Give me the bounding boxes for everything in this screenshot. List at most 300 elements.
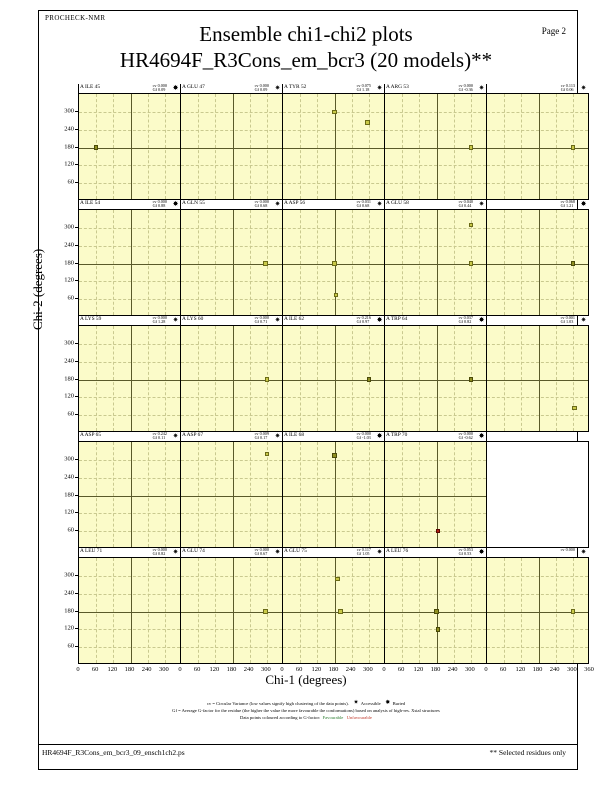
- gf-value: Gf 0.97: [356, 319, 370, 325]
- gridline-horizontal: [79, 415, 180, 416]
- data-point: [335, 577, 340, 582]
- cv-gf-block: [153, 200, 167, 209]
- gf-value: Gf 0.82: [458, 319, 472, 325]
- plot-area: [384, 557, 487, 664]
- data-point: [436, 627, 441, 632]
- data-point: [469, 377, 474, 382]
- plot-cell[interactable]: [384, 84, 487, 200]
- plot-row: [78, 82, 587, 200]
- quadrant-line-vertical: [335, 442, 336, 547]
- plot-row: [78, 546, 587, 664]
- cv-gf-block: [561, 200, 575, 209]
- cv-gf-block: [357, 84, 371, 93]
- page-subtitle: HR4694F_R3Cons_em_bcr3 (20 models)**: [119, 48, 493, 72]
- gf-value: Gf -1.03: [356, 435, 371, 441]
- gridline-horizontal: [385, 415, 486, 416]
- plot-cell[interactable]: [282, 432, 385, 548]
- cv-value: cv 0.001: [560, 314, 575, 320]
- column-separator: [282, 84, 283, 664]
- residue-label: A TYR 52: [284, 84, 307, 90]
- footer-divider: [38, 744, 578, 745]
- data-point: [332, 453, 337, 458]
- column-separator: [486, 84, 487, 664]
- legend-favourable: Favourable: [322, 715, 344, 721]
- y-tick-label: 120: [64, 160, 74, 168]
- accessible-icon: ✷: [172, 316, 179, 324]
- x-tick-label: 60: [295, 666, 303, 673]
- accessible-icon: ✷: [580, 548, 587, 556]
- accessible-icon: ✷: [274, 548, 281, 556]
- residue-label: A LEU 76: [386, 548, 409, 554]
- gridline-horizontal: [79, 299, 180, 300]
- cv-value: cv 0.000: [254, 546, 269, 552]
- accessible-icon: ✷: [274, 84, 281, 92]
- residue-label: A ILE 54: [80, 200, 101, 206]
- gf-value: Gf 0.71: [254, 319, 268, 325]
- gf-value: Gf 1.28: [152, 319, 166, 325]
- plot-area: [384, 441, 487, 548]
- cv-gf-block: [153, 548, 167, 557]
- x-tick-label: 0: [178, 666, 182, 673]
- cv-value: cv 0.242: [152, 430, 167, 436]
- cv-gf-block: [561, 316, 575, 325]
- x-tick-label: 60: [397, 666, 405, 673]
- x-tick-label: 60: [91, 666, 99, 673]
- program-name: PROCHECK-NMR: [45, 14, 106, 22]
- y-tick-label: 300: [64, 223, 74, 231]
- cv-value: cv 0.000: [356, 430, 371, 436]
- y-tick-label: 120: [64, 392, 74, 400]
- plot-area: [78, 325, 181, 432]
- quadrant-line-vertical: [437, 210, 438, 315]
- plot-cell[interactable]: [384, 316, 487, 432]
- plot-area: [486, 209, 589, 316]
- quadrant-line-vertical: [131, 558, 132, 663]
- legend-buried-label: Buried: [392, 701, 406, 706]
- cv-gf-block: [153, 432, 167, 441]
- gf-value: Gf 0.67: [254, 551, 268, 557]
- plot-area: [384, 325, 487, 432]
- legend: [0, 700, 612, 721]
- plot-cell[interactable]: [180, 548, 283, 664]
- residue-label: A LYS 59: [80, 316, 102, 322]
- y-tick-label: 300: [64, 339, 74, 347]
- plot-cell[interactable]: [486, 548, 589, 664]
- buried-icon: ✸: [580, 200, 587, 208]
- plot-area: [486, 441, 589, 548]
- quadrant-line-horizontal: [385, 496, 486, 497]
- plot-cell[interactable]: [282, 316, 385, 432]
- plot-area: [384, 209, 487, 316]
- gf-value: Gf 0.09: [152, 87, 166, 93]
- plot-cell[interactable]: [180, 316, 283, 432]
- y-tick-label: 180: [64, 375, 74, 382]
- buried-icon: ✸: [478, 548, 485, 556]
- cv-gf-block: [357, 316, 371, 325]
- plot-area: [486, 557, 589, 664]
- cv-value: cv 0.117: [356, 546, 371, 552]
- plot-area: [282, 557, 385, 664]
- y-tick-label: 180: [64, 491, 74, 498]
- quadrant-line-horizontal: [79, 496, 180, 497]
- residue-label: A GLU 47: [182, 84, 205, 90]
- x-tick-label: 120: [413, 666, 424, 673]
- gf-value: Gf 0.68: [254, 203, 268, 209]
- data-point: [94, 145, 99, 150]
- plot-area: [282, 93, 385, 200]
- plot-area: [78, 441, 181, 548]
- x-tick-label: 300: [362, 666, 373, 673]
- quadrant-line-horizontal: [79, 264, 180, 265]
- y-tick-label: 300: [64, 455, 74, 463]
- legend-row-3: [0, 714, 612, 721]
- accessible-icon: ✷: [478, 84, 485, 92]
- cv-gf-block: [459, 316, 473, 325]
- gridline-horizontal: [487, 415, 588, 416]
- plot-cell[interactable]: [78, 84, 181, 200]
- residue-label: A ILE 62: [284, 316, 305, 322]
- quadrant-line-vertical: [335, 558, 336, 663]
- y-tick-label: 240: [64, 125, 74, 133]
- quadrant-line-horizontal: [283, 496, 384, 497]
- plot-cell[interactable]: [486, 200, 589, 316]
- quadrant-line-vertical: [233, 94, 234, 199]
- accessible-icon: ✷: [274, 316, 281, 324]
- accessible-icon: ✷: [580, 316, 587, 324]
- plot-area: [282, 325, 385, 432]
- y-tick-label: 180: [64, 607, 74, 614]
- residue-label: A ASP 56: [284, 200, 306, 206]
- plot-cell[interactable]: [282, 84, 385, 200]
- plot-cell[interactable]: [486, 432, 589, 548]
- y-tick-label: 60: [67, 178, 74, 186]
- cv-gf-block: [357, 200, 371, 209]
- cv-gf-block: [357, 548, 371, 557]
- x-tick-label: 0: [280, 666, 284, 673]
- gridline-horizontal: [181, 415, 282, 416]
- gf-value: Gf -0.36: [458, 87, 473, 93]
- cv-gf-block: [255, 84, 269, 93]
- residue-label: A GLN 55: [182, 200, 205, 206]
- gridline-horizontal: [283, 531, 384, 532]
- x-axis-label: Chi-1 (degrees): [265, 672, 347, 687]
- y-axis-ticks: [0, 84, 78, 664]
- y-tick-label: 60: [67, 526, 74, 534]
- gridline-horizontal: [385, 647, 486, 648]
- x-tick-label: 240: [549, 666, 560, 673]
- cv-gf-block: [153, 316, 167, 325]
- gridline-horizontal: [487, 299, 588, 300]
- x-tick-label: 120: [107, 666, 118, 673]
- plot-cell[interactable]: [180, 200, 283, 316]
- x-tick-label: 240: [141, 666, 152, 673]
- plot-area: [180, 325, 283, 432]
- legend-row-2: Gf = Average G-factor for the residue (the higher the value the more favourable the conformations) based on analysis of high-res. Xstal structures: [172, 708, 440, 714]
- x-tick-label: 240: [447, 666, 458, 673]
- x-tick-label: 300: [158, 666, 169, 673]
- cv-gf-block: [561, 84, 575, 93]
- legend-unfavourable: Unfavourable: [346, 715, 372, 721]
- data-point: [367, 377, 372, 382]
- cv-gf-block: [255, 200, 269, 209]
- buried-icon: ✸: [172, 200, 179, 208]
- gridline-horizontal: [283, 647, 384, 648]
- x-tick-label: 120: [209, 666, 220, 673]
- residue-label: A TRP 70: [386, 432, 408, 438]
- cv-gf-block: [459, 432, 473, 441]
- x-tick-label: 180: [328, 666, 339, 673]
- plot-cell[interactable]: [78, 432, 181, 548]
- x-tick-label: 120: [311, 666, 322, 673]
- quadrant-line-horizontal: [79, 612, 180, 613]
- accessible-icon: ✷: [172, 548, 179, 556]
- accessible-icon: ✷: [478, 200, 485, 208]
- cv-value: cv 0.000: [560, 546, 575, 552]
- quadrant-line-vertical: [131, 210, 132, 315]
- quadrant-line-horizontal: [79, 380, 180, 381]
- y-axis-label: Chi-2 (degrees): [30, 248, 45, 330]
- plot-cell[interactable]: [180, 84, 283, 200]
- quadrant-line-vertical: [131, 94, 132, 199]
- cv-value: cv 0.000: [458, 430, 473, 436]
- accessible-icon: ✷: [580, 84, 587, 92]
- x-tick-label: 240: [243, 666, 254, 673]
- gridline-horizontal: [283, 183, 384, 184]
- legend-cv-text: cv = Circular Variance (low values signify high clustering of the data points).: [206, 701, 349, 706]
- data-point: [332, 110, 337, 115]
- y-tick-label: 180: [64, 259, 74, 266]
- quadrant-line-horizontal: [283, 612, 384, 613]
- y-tick-label: 60: [67, 410, 74, 418]
- quadrant-line-vertical: [437, 326, 438, 431]
- cv-value: cv 0.000: [254, 198, 269, 204]
- plot-cell[interactable]: [282, 548, 385, 664]
- buried-icon: ✸: [385, 700, 391, 707]
- x-tick-label: 0: [484, 666, 488, 673]
- y-tick-label: 240: [64, 357, 74, 365]
- quadrant-line-vertical: [335, 326, 336, 431]
- cv-gf-block: [459, 84, 473, 93]
- gf-value: Gf 0.53: [458, 551, 472, 557]
- gf-value: Gf 0.44: [458, 203, 472, 209]
- residue-label: A ARG 53: [386, 84, 409, 90]
- column-separator: [384, 84, 385, 664]
- buried-icon: ✸: [172, 84, 179, 92]
- cv-value: cv 0.113: [560, 82, 575, 88]
- cv-gf-block: [561, 548, 575, 553]
- plot-area: [180, 557, 283, 664]
- gridline-horizontal: [79, 531, 180, 532]
- data-point: [434, 609, 439, 614]
- quadrant-line-vertical: [131, 326, 132, 431]
- page-title: Ensemble chi1-chi2 plots: [199, 22, 413, 46]
- y-tick-label: 300: [64, 107, 74, 115]
- residue-label: A GLU 74: [182, 548, 205, 554]
- plot-cell[interactable]: [384, 200, 487, 316]
- page-number: Page 2: [541, 26, 566, 36]
- data-point: [334, 293, 339, 298]
- accessible-icon: ✷: [172, 432, 179, 440]
- quadrant-line-horizontal: [181, 496, 282, 497]
- quadrant-line-vertical: [233, 558, 234, 663]
- residue-label: A TRP 64: [386, 316, 408, 322]
- residue-label: A GLU 75: [284, 548, 307, 554]
- quadrant-line-vertical: [539, 210, 540, 315]
- data-point: [571, 261, 576, 266]
- cv-value: cv 0.000: [152, 314, 167, 320]
- cv-value: cv 0.000: [152, 546, 167, 552]
- x-tick-label: 180: [532, 666, 543, 673]
- footer-note: ** Selected residues only: [489, 748, 566, 757]
- gridline-horizontal: [181, 183, 282, 184]
- y-tick-label: 120: [64, 276, 74, 284]
- data-point: [572, 406, 577, 411]
- plot-area: [486, 325, 589, 432]
- gf-value: Gf -0.62: [458, 435, 473, 441]
- data-point: [263, 261, 268, 266]
- y-tick-label: 300: [64, 571, 74, 579]
- gridline-horizontal: [283, 415, 384, 416]
- cv-gf-block: [255, 316, 269, 325]
- gf-value: Gf 0.06: [560, 87, 574, 93]
- plot-cell[interactable]: [486, 316, 589, 432]
- plot-area: [180, 209, 283, 316]
- cv-value: cv 0.000: [254, 314, 269, 320]
- x-tick-label: 360: [584, 666, 594, 673]
- column-separator: [180, 84, 181, 664]
- plot-row: [78, 198, 587, 316]
- gridline-horizontal: [487, 183, 588, 184]
- y-tick-label: 240: [64, 241, 74, 249]
- plot-cell[interactable]: [78, 200, 181, 316]
- x-tick-label: 180: [430, 666, 441, 673]
- plot-area: [282, 441, 385, 548]
- cv-gf-block: [255, 548, 269, 557]
- data-point: [469, 223, 474, 228]
- data-point: [365, 120, 370, 125]
- quadrant-line-vertical: [539, 94, 540, 199]
- gf-value: Gf 0.88: [152, 203, 166, 209]
- y-tick-label: 180: [64, 143, 74, 150]
- residue-label: A ILE 68: [284, 432, 305, 438]
- cv-value: cv 0.000: [152, 198, 167, 204]
- footer-filename: HR4694F_R3Cons_em_bcr3_09_ensch1ch2.ps: [42, 748, 185, 757]
- plot-cell[interactable]: [384, 432, 487, 548]
- gridline-horizontal: [385, 299, 486, 300]
- gridline-horizontal: [79, 647, 180, 648]
- quadrant-line-vertical: [131, 442, 132, 547]
- gridline-horizontal: [181, 531, 282, 532]
- gridline-horizontal: [181, 647, 282, 648]
- accessible-icon: ✷: [376, 548, 383, 556]
- plot-cell[interactable]: [282, 200, 385, 316]
- gf-value: Gf 1.18: [356, 87, 370, 93]
- plot-area: [486, 93, 589, 200]
- data-point: [265, 377, 270, 382]
- cv-gf-block: [357, 432, 371, 441]
- y-tick-label: 120: [64, 624, 74, 632]
- y-tick-label: 60: [67, 294, 74, 302]
- cv-value: cv 0.068: [560, 198, 575, 204]
- plot-cell[interactable]: [78, 316, 181, 432]
- x-tick-label: 180: [124, 666, 135, 673]
- x-tick-label: 120: [515, 666, 526, 673]
- cv-value: cv 0.000: [254, 82, 269, 88]
- plot-area: [180, 93, 283, 200]
- cv-value: cv 0.037: [458, 314, 473, 320]
- gf-value: Gf 0.09: [254, 87, 268, 93]
- plot-area: [282, 209, 385, 316]
- residue-label: A GLU 58: [386, 200, 409, 206]
- gf-value: Gf 1.05: [356, 551, 370, 557]
- gf-value: Gf 0.68: [356, 203, 370, 209]
- legend-accessible-label: Accessible: [360, 701, 381, 706]
- data-point: [332, 261, 337, 266]
- quadrant-line-horizontal: [283, 148, 384, 149]
- data-point: [469, 145, 474, 150]
- buried-icon: ✸: [478, 316, 485, 324]
- accessible-icon: ✷: [376, 200, 383, 208]
- x-tick-label: 0: [382, 666, 386, 673]
- cv-value: cv 0.031: [356, 198, 371, 204]
- plot-area: [78, 93, 181, 200]
- gridline-horizontal: [79, 183, 180, 184]
- data-point: [571, 609, 576, 614]
- x-tick-label: 300: [464, 666, 475, 673]
- gf-value: Gf 1.21: [560, 203, 574, 209]
- buried-icon: ✸: [376, 316, 383, 324]
- x-tick-label: 0: [76, 666, 80, 673]
- residue-label: A ASP 65: [80, 432, 102, 438]
- quadrant-line-vertical: [233, 210, 234, 315]
- data-point: [436, 529, 441, 534]
- plot-row: [78, 314, 587, 432]
- cv-value: cv 0.000: [458, 82, 473, 88]
- plot-cell[interactable]: [78, 548, 181, 664]
- plot-area: [78, 209, 181, 316]
- plot-cell[interactable]: [486, 84, 589, 200]
- quadrant-line-vertical: [437, 94, 438, 199]
- plot-cell[interactable]: [180, 432, 283, 548]
- plot-cell[interactable]: [384, 548, 487, 664]
- residue-label: A ASP 67: [182, 432, 204, 438]
- accessible-icon: ✷: [274, 200, 281, 208]
- x-tick-label: 60: [193, 666, 201, 673]
- buried-icon: ✸: [478, 432, 485, 440]
- y-tick-label: 240: [64, 589, 74, 597]
- gridline-horizontal: [283, 299, 384, 300]
- y-tick-label: 240: [64, 473, 74, 481]
- quadrant-line-vertical: [233, 326, 234, 431]
- gf-value: Gf 0.82: [152, 551, 166, 557]
- accessible-icon: ✷: [376, 84, 383, 92]
- quadrant-line-horizontal: [487, 380, 588, 381]
- quadrant-line-vertical: [539, 558, 540, 663]
- data-point: [338, 609, 343, 614]
- gridline-horizontal: [487, 647, 588, 648]
- data-point: [265, 452, 270, 457]
- cv-value: cv 0.216: [356, 314, 371, 320]
- residue-label: A LYS 60: [182, 316, 204, 322]
- quadrant-line-vertical: [233, 442, 234, 547]
- chi1-chi2-plot-grid: [78, 82, 587, 664]
- x-tick-label: 180: [226, 666, 237, 673]
- x-tick-label: 60: [499, 666, 507, 673]
- gridline-horizontal: [181, 299, 282, 300]
- plot-area: [384, 93, 487, 200]
- quadrant-line-horizontal: [181, 148, 282, 149]
- buried-icon: ✸: [376, 432, 383, 440]
